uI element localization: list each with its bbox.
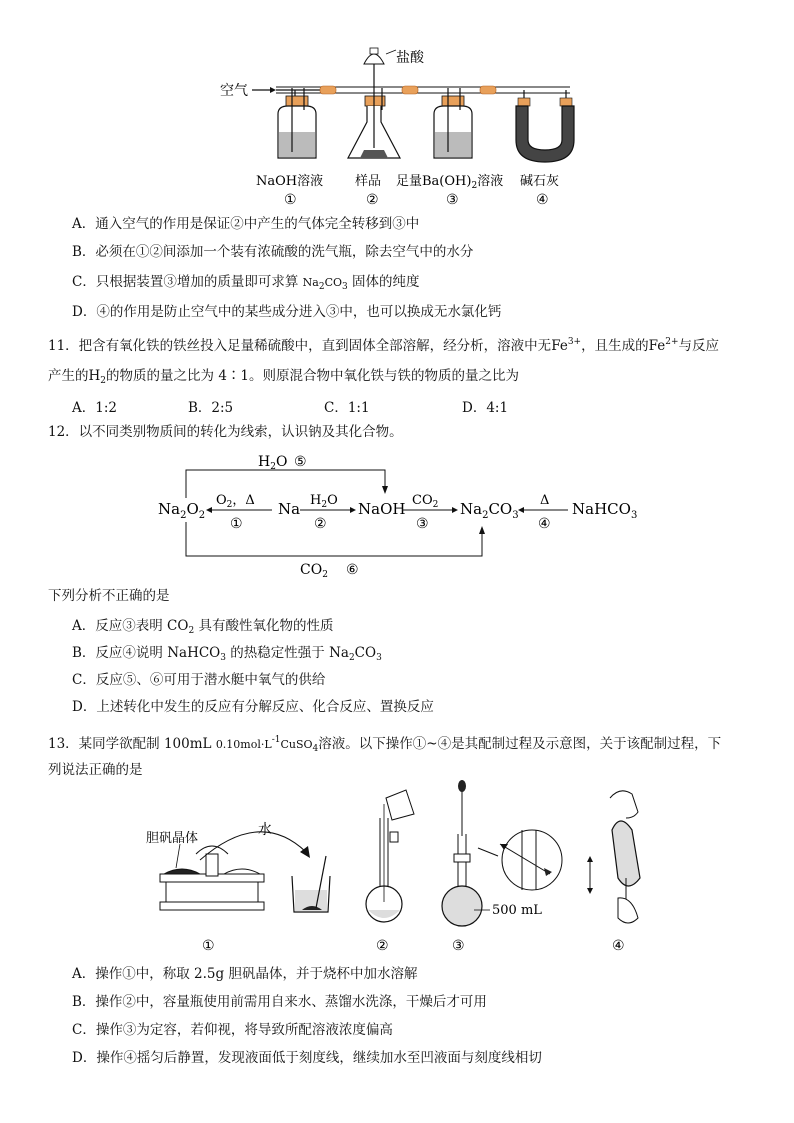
flask-pouring <box>366 790 414 922</box>
flask-shake <box>587 791 640 923</box>
beaker <box>292 856 330 912</box>
label-o2-heat: $O_2$，Δ <box>216 493 255 510</box>
conversion-drawing <box>150 448 650 582</box>
water-label: 水 <box>258 822 272 838</box>
num-4-q12: ④ <box>538 516 551 532</box>
q12-option-a: A．反应③表明 $CO_2$ 具有酸性氧化物的性质 <box>72 618 334 636</box>
q11-option-b: B．2:5 <box>188 400 234 416</box>
species-na2co3: $Na_2CO_3$ <box>460 500 519 521</box>
num-2: ② <box>366 192 379 208</box>
air-label: 空气 <box>220 83 248 99</box>
num-1: ① <box>284 192 297 208</box>
q12-stem: 12．以不同类别物质间的转化为线索，认识钠及其化合物。 <box>48 424 403 440</box>
num-op3: ③ <box>452 938 465 954</box>
q12-option-b: B．反应④说明 NaHCO$_3$ 的热稳定性强于 $Na_2CO_3$ <box>72 645 382 663</box>
num-4: ④ <box>536 192 549 208</box>
q13-option-a: A．操作①中，称取 2.5g 胆矾晶体，并于烧杯中加水溶解 <box>72 966 418 982</box>
num-5: ⑤ <box>294 454 307 470</box>
num-3: ③ <box>446 192 459 208</box>
species-nahco3: NaHCO$_3$ <box>572 500 638 521</box>
solution-prep-drawing <box>140 778 660 958</box>
bottle-3 <box>434 88 472 158</box>
q13-option-c: C．操作③为定容，若仰视，将导致所配溶液浓度偏高 <box>72 1022 393 1038</box>
q13-option-d: D．操作④摇匀后静置，发现液面低于刻度线，继续加水至凹液面与刻度线相切 <box>72 1050 542 1066</box>
num-1-q12: ① <box>230 516 243 532</box>
q10-option-a: A．通入空气的作用是保证②中产生的气体完全转移到③中 <box>72 216 420 232</box>
q13-stem-line1: 13．某同学欲配制 100mL $0.10mol\cdot L^{-1}CuSO_4$溶液。以下操作①~④是其配制过程及示意图，关于该配制过程，下 <box>48 735 722 754</box>
species-na2o2: $Na_2O_2$ <box>158 500 206 521</box>
label-naoh: NaOH溶液 <box>256 174 324 189</box>
apparatus-drawing <box>200 40 600 210</box>
label-co2: $CO_2$ <box>412 493 439 510</box>
q12-option-c: C．反应⑤、⑥可用于潜水艇中氧气的供给 <box>72 672 326 688</box>
flask-2 <box>348 48 400 158</box>
label-lime: 碱石灰 <box>520 174 560 189</box>
solution-prep-figure <box>140 778 660 958</box>
label-baoh: 足量$Ba(OH)_2$溶液 <box>396 174 504 191</box>
label-heat: Δ <box>540 493 550 508</box>
num-op2: ② <box>376 938 389 954</box>
bottom-co2: $CO_2$ <box>300 562 328 580</box>
sodium-conversion-diagram <box>150 448 650 582</box>
q11-option-d: D．4:1 <box>462 400 509 416</box>
q12-option-d: D．上述转化中发生的反应有分解反应、化合反应、置换反应 <box>72 699 434 715</box>
q11-option-a: A．1:2 <box>72 400 117 416</box>
q10-option-b: B．必须在①②间添加一个装有浓硫酸的洗气瓶，除去空气中的水分 <box>72 244 474 260</box>
flask-fill <box>442 780 562 926</box>
species-naoh: NaOH <box>358 500 406 518</box>
crystal-label: 胆矾晶体 <box>146 831 199 846</box>
top-h2o: $H_2O$ <box>258 454 288 472</box>
q11-option-c: C．1:1 <box>324 400 370 416</box>
u-tube-4 <box>516 90 574 162</box>
q11-stem-line1: 11．把含有氧化铁的铁丝投入足量稀硫酸中，直到固体全部溶解，经分析，溶液中无$Fe^{3+}$，且生成的$Fe^{2+}$与反应 <box>48 337 719 354</box>
species-na: Na <box>278 500 301 518</box>
num-op4: ④ <box>612 938 625 954</box>
label-sample: 样品 <box>355 174 382 189</box>
q13-stem-line2: 列说法正确的是 <box>48 762 143 778</box>
balance <box>146 830 264 910</box>
acid-label: 盐酸 <box>396 50 424 66</box>
num-3-q12: ③ <box>416 516 429 532</box>
num-6: ⑥ <box>346 562 359 578</box>
q11-stem-line2: 产生的$H_2$的物质的量之比为 4∶1。则原混合物中氧化铁与铁的物质的量之比为 <box>48 368 519 386</box>
apparatus-figure <box>200 40 600 210</box>
q13-option-b: B．操作②中，容量瓶使用前需用自来水、蒸馏水洗涤，干燥后才可用 <box>72 994 487 1010</box>
num-2-q12: ② <box>314 516 327 532</box>
bottle-1 <box>278 88 316 158</box>
num-op1: ① <box>202 938 215 954</box>
volume-label: 500 mL <box>492 903 542 918</box>
q10-option-d: D．④的作用是防止空气中的某些成分进入③中，也可以换成无水氯化钙 <box>72 304 502 320</box>
label-h2o: $H_2O$ <box>310 493 338 510</box>
q12-prompt: 下列分析不正确的是 <box>48 588 170 604</box>
q10-option-c: C．只根据装置③增加的质量即可求算 $Na_2CO_3$ 固体的纯度 <box>72 274 420 292</box>
